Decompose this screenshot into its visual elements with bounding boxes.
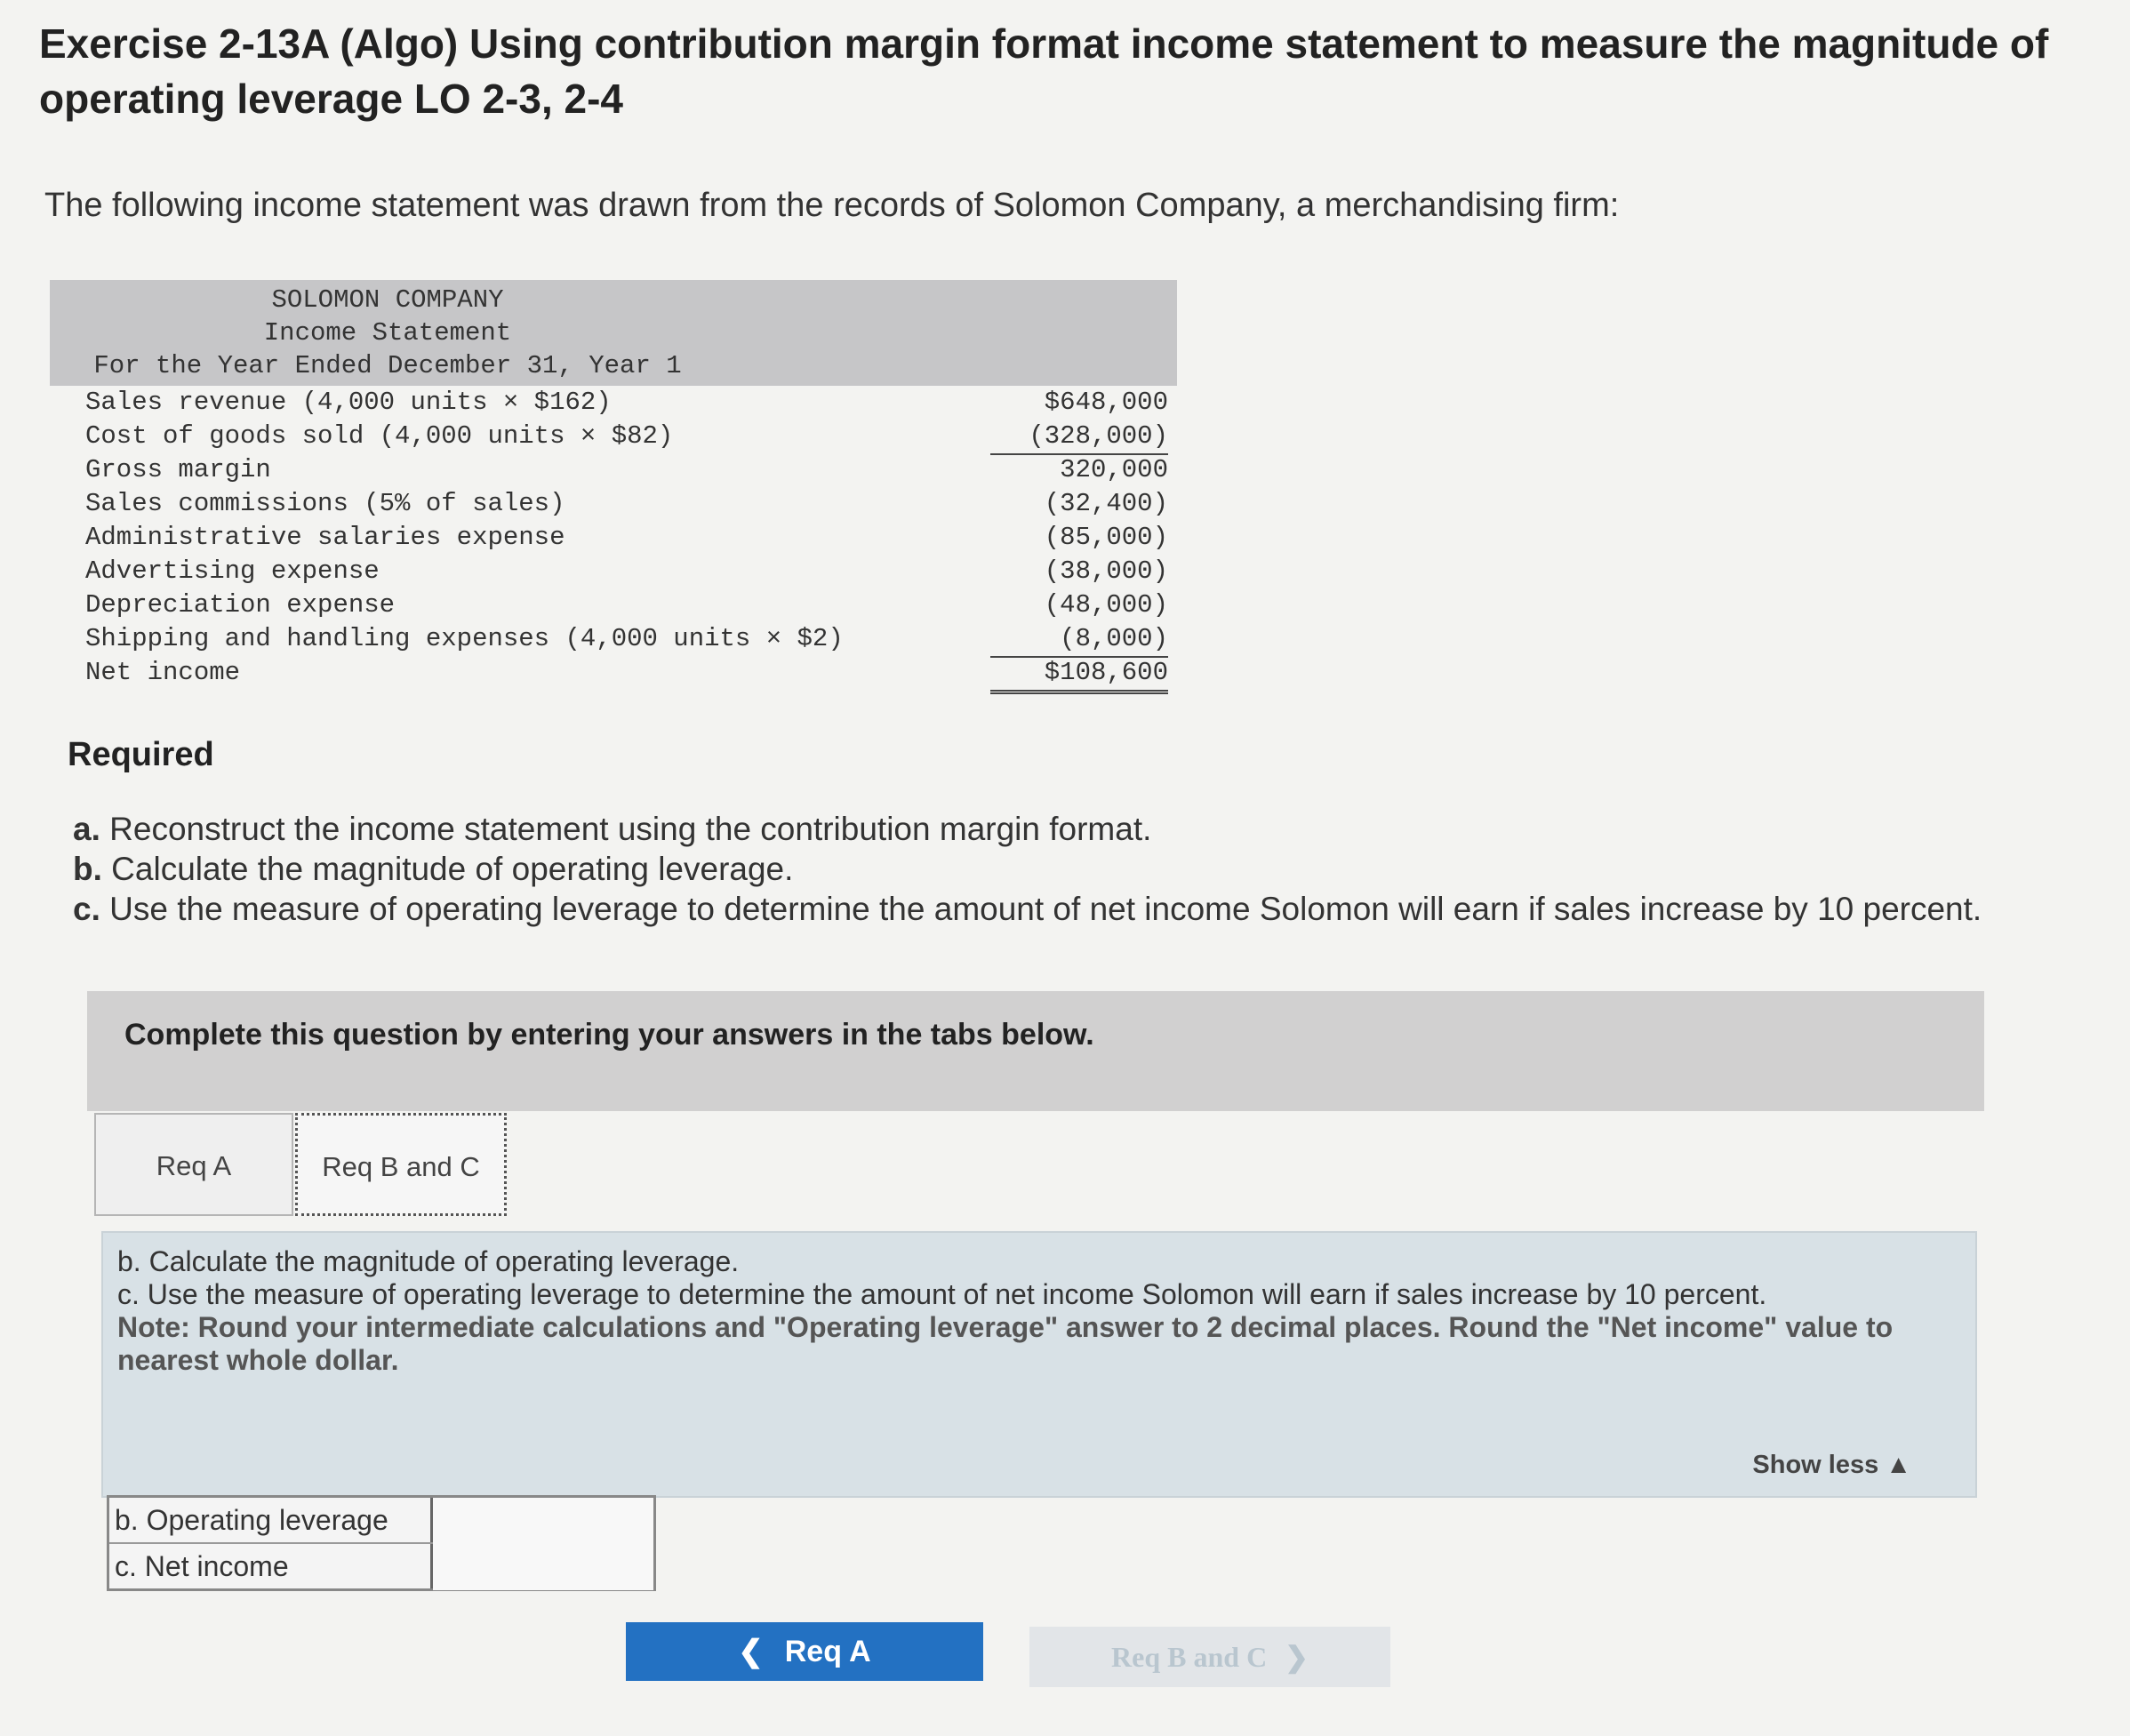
statement-row: [50, 386, 1177, 420]
row-label: Administrative salaries expense: [85, 523, 565, 552]
statement-row: [50, 420, 1177, 453]
required-item-c: [73, 889, 2118, 929]
tab-req-a[interactable]: Req A: [94, 1113, 293, 1216]
required-list: [73, 809, 2118, 929]
statement-row: [50, 487, 1177, 521]
chevron-right-icon: ❯: [1285, 1641, 1309, 1673]
item-text: Reconstruct the income statement using the contribution margin format.: [109, 811, 1152, 847]
statement-name: Income Statement: [263, 318, 512, 348]
item-text: Use the measure of operating leverage to determine the amount of net income Solomon will earn if sales increase by 10 percent.: [109, 891, 1982, 927]
row-label: Sales revenue (4,000 units × $162): [85, 388, 612, 417]
row-amount: (328,000): [990, 420, 1168, 455]
statement-row: [50, 521, 1177, 555]
row-amount: (32,400): [1044, 489, 1168, 518]
answer-row-operating-leverage: [109, 1498, 653, 1544]
statement-row: [50, 555, 1177, 588]
next-button-label: Req B and C: [1111, 1640, 1268, 1673]
row-amount: $648,000: [1044, 388, 1168, 417]
tab-req-b-and-c[interactable]: Req B and C: [295, 1113, 507, 1216]
item-letter: b.: [73, 851, 102, 887]
chevron-left-icon: ❮: [738, 1635, 764, 1668]
panel-instructions: [117, 1245, 1931, 1377]
panel-line-c: c. Use the measure of operating leverage to determine the amount of net income Solomon will earn if sales increase by 10 percent.: [117, 1278, 1767, 1310]
intro-text: The following income statement was drawn from the records of Solomon Company, a merchandising firm:: [44, 187, 1620, 224]
row-amount: $108,600: [990, 656, 1168, 694]
answer-label: b. Operating leverage: [109, 1498, 433, 1542]
prev-req-a-button[interactable]: [626, 1622, 983, 1681]
instructions-banner: [87, 991, 1984, 1111]
exercise-title: Exercise 2-13A (Algo) Using contribution margin format income statement to measure the magnitude of operating leverage LO 2-3, 2-4: [39, 20, 2049, 122]
statement-company: SOLOMON COMPANY: [271, 285, 504, 315]
row-label: Shipping and handling expenses (4,000 units × $2): [85, 624, 844, 653]
prev-button-label: Req A: [784, 1634, 871, 1668]
row-label: Sales commissions (5% of sales): [85, 489, 565, 518]
answer-label: c. Net income: [109, 1544, 433, 1588]
statement-period: For the Year Ended December 31, Year 1: [93, 351, 682, 380]
instructions-text: Complete this question by entering your answers in the tabs below.: [124, 1018, 1094, 1052]
row-amount: (85,000): [1044, 523, 1168, 552]
show-less-link[interactable]: Show less ▲: [1752, 1451, 1911, 1479]
statement-row-net-income: [50, 656, 1177, 690]
required-heading: Required: [68, 736, 214, 773]
income-statement: [50, 280, 1177, 690]
row-amount: (38,000): [1044, 556, 1168, 586]
row-label: Gross margin: [85, 455, 271, 484]
answer-table: [107, 1495, 656, 1591]
row-label: Net income: [85, 658, 241, 687]
row-label: Advertising expense: [85, 556, 380, 586]
required-item-b: [73, 849, 2118, 889]
panel-line-b: b. Calculate the magnitude of operating leverage.: [117, 1245, 740, 1277]
operating-leverage-input[interactable]: [433, 1498, 653, 1544]
question-panel: [101, 1231, 1977, 1498]
net-income-input[interactable]: [433, 1544, 653, 1590]
item-letter: c.: [73, 891, 100, 927]
row-amount: (48,000): [1044, 590, 1168, 620]
statement-row: [50, 588, 1177, 622]
answer-row-net-income: [109, 1544, 653, 1588]
row-label: Cost of goods sold (4,000 units × $82): [85, 421, 674, 451]
required-item-a: [73, 809, 2118, 849]
next-req-b-and-c-button[interactable]: [1029, 1627, 1390, 1687]
row-amount: (8,000): [990, 622, 1168, 658]
statement-row: [50, 622, 1177, 656]
item-letter: a.: [73, 811, 100, 847]
statement-row: [50, 453, 1177, 487]
rounding-note: Note: Round your intermediate calculations and "Operating leverage" answer to 2 decimal places. Round the "Net income" value to nearest whole dollar.: [117, 1311, 1894, 1376]
statement-header: [50, 280, 1177, 386]
item-text: Calculate the magnitude of operating leverage.: [111, 851, 794, 887]
row-amount: 320,000: [1060, 455, 1168, 484]
row-label: Depreciation expense: [85, 590, 396, 620]
